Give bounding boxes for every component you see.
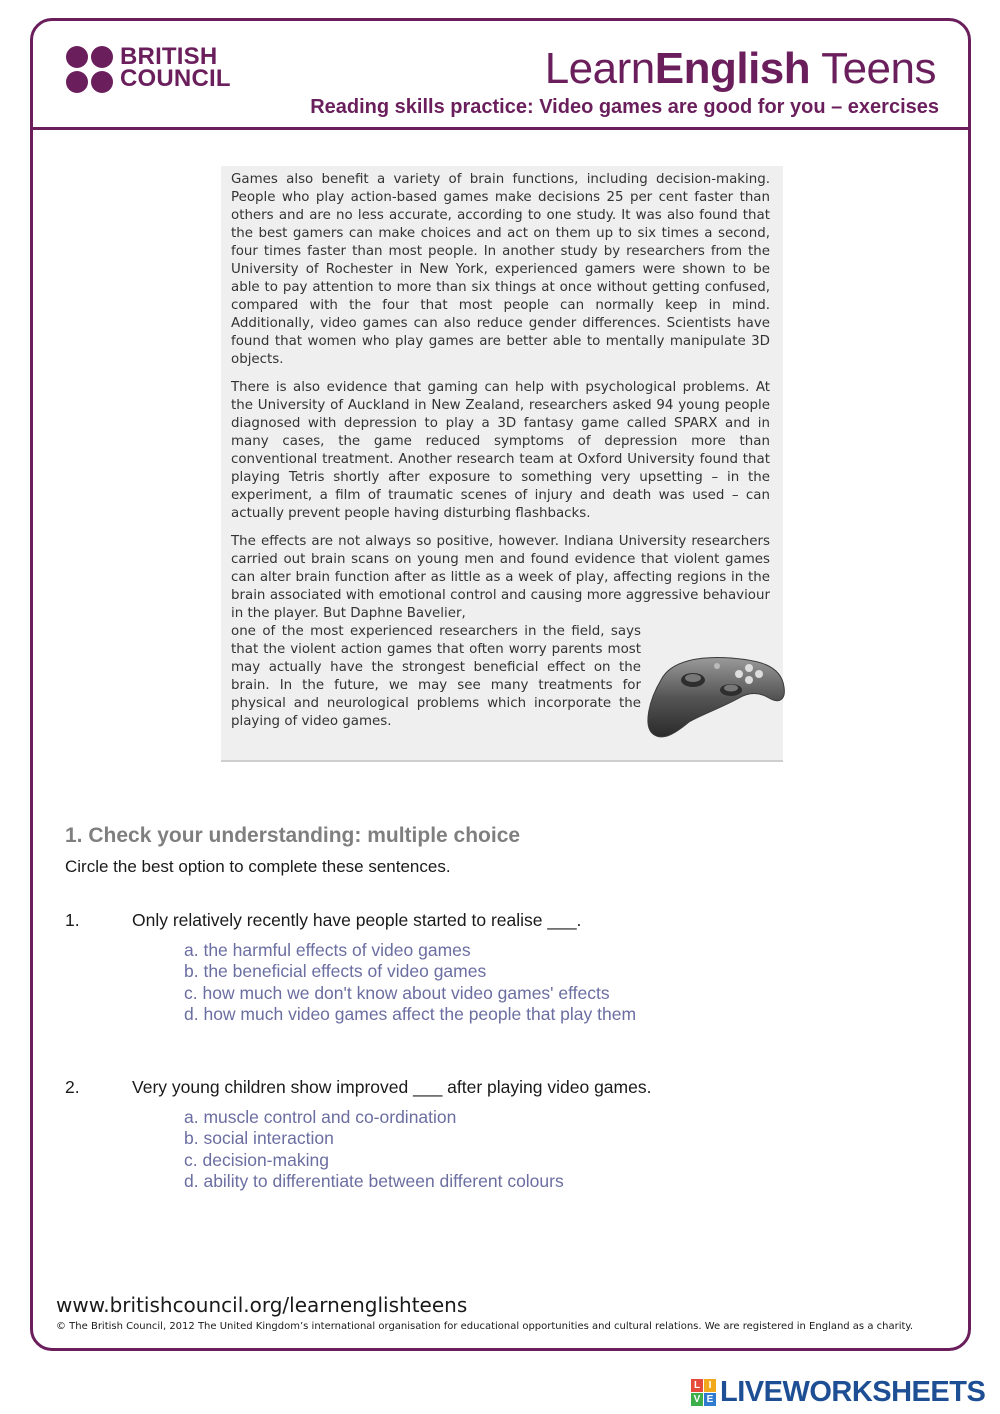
lw-mark-v: V <box>691 1393 703 1406</box>
question-1-options <box>184 940 636 1025</box>
reading-paragraph-3-wrap: one of the most experienced researchers in the field, says that the violent action games that often worry parents most may actually have the strongest beneficial effect on the brain. In the future, we may see many treatments for physical and neurological problems which incorporate the playing of video games. <box>231 624 641 729</box>
page-subtitle: Reading skills practice: Video games are good for you – exercises <box>310 96 939 118</box>
question-stem: Only relatively recently have people started to realise ___. <box>132 910 582 930</box>
exercise-title: 1. Check your understanding: multiple choice <box>65 824 521 847</box>
lw-mark-e: E <box>704 1393 716 1406</box>
q2-option-c[interactable]: c. decision-making <box>184 1149 329 1170</box>
title-english: English <box>654 44 811 93</box>
bc-line-2: COUNCIL <box>120 65 231 92</box>
exercise-instruction: Circle the best option to complete these sentences. <box>65 857 451 876</box>
footer-copyright: © The British Council, 2012 The United Kingdom’s international organisation for educational opportunities and cultural relations. We are registered in England as a charity. <box>56 1321 914 1332</box>
q1-option-b[interactable]: b. the beneficial effects of video games <box>184 961 487 982</box>
q2-option-b[interactable]: b. social interaction <box>184 1128 334 1149</box>
q2-option-d[interactable]: d. ability to differentiate between different colours <box>184 1170 564 1191</box>
question-2-options <box>184 1107 564 1192</box>
british-council-logo <box>66 43 236 98</box>
british-council-wordmark <box>120 43 231 92</box>
question-number: 1. <box>65 910 80 930</box>
q1-option-c[interactable]: c. how much we don't know about video games' effects <box>184 982 610 1003</box>
liveworksheets-text: LIVEWORKSHEETS <box>720 1375 986 1408</box>
title-teens: Teens <box>810 44 936 93</box>
reading-paragraph-3 <box>231 533 770 623</box>
reading-text-box <box>221 166 783 762</box>
header-divider <box>30 127 971 130</box>
liveworksheets-logo <box>691 1376 985 1408</box>
british-council-dots-icon <box>66 46 114 94</box>
reading-paragraph-2: There is also evidence that gaming can help with psychological problems. At the University of Auckland in New Zealand, researchers asked 94 young people diagnosed with depression to play a 3D fantasy game called SPARX and in many cases, the game reduced symptoms of depression more than conventional treatment. Another research team at Oxford University found that playing Tetris shortly after exposure to something very upsetting – in the experiment, a film of traumatic scenes of injury and death was used – can actually prevent people having disturbing flashbacks. <box>231 380 770 521</box>
game-controller-icon <box>641 642 786 742</box>
title-learn: Learn <box>544 44 655 93</box>
lw-mark-l: L <box>691 1379 703 1392</box>
reading-paragraph-1: Games also benefit a variety of brain functions, including decision-making. People who play action-based games make decisions 25 per cent faster than others and are no less accurate, according to one study. It was also found that the best gamers can make choices and act on them up to six times a second, four times faster than most people. In another study by researchers from the University of Rochester in New York, experienced gamers were shown to be able to pay attention to more than six things at once without getting confused, compared with the four that most people can normally keep in mind. Additionally, video games can also reduce gender differences. Scientists have found that women who play games are better able to mentally manipulate 3D objects. <box>231 172 770 367</box>
question-stem: Very young children show improved ___ after playing video games. <box>132 1077 652 1097</box>
footer-url: www.britishcouncil.org/learnenglishteens <box>56 1293 468 1317</box>
bc-line-1: BRITISH <box>120 43 218 70</box>
q2-option-a[interactable]: a. muscle control and co-ordination <box>184 1107 457 1127</box>
learnenglish-teens-logo <box>545 44 936 94</box>
reading-paragraph-3-full: The effects are not always so positive, however. Indiana University researchers carried out brain scans on young men and found evidence that violent games can alter brain function after as little as a week of play, affecting regions in the brain associated with emotional control and causing more aggressive behaviour in the player. But Daphne Bavelier, <box>231 534 770 621</box>
liveworksheets-mark-icon <box>691 1379 716 1406</box>
q1-option-d[interactable]: d. how much video games affect the people that play them <box>184 1003 637 1024</box>
lw-mark-i: I <box>704 1379 716 1392</box>
question-number: 2. <box>65 1077 80 1097</box>
q1-option-a[interactable]: a. the harmful effects of video games <box>184 940 471 960</box>
